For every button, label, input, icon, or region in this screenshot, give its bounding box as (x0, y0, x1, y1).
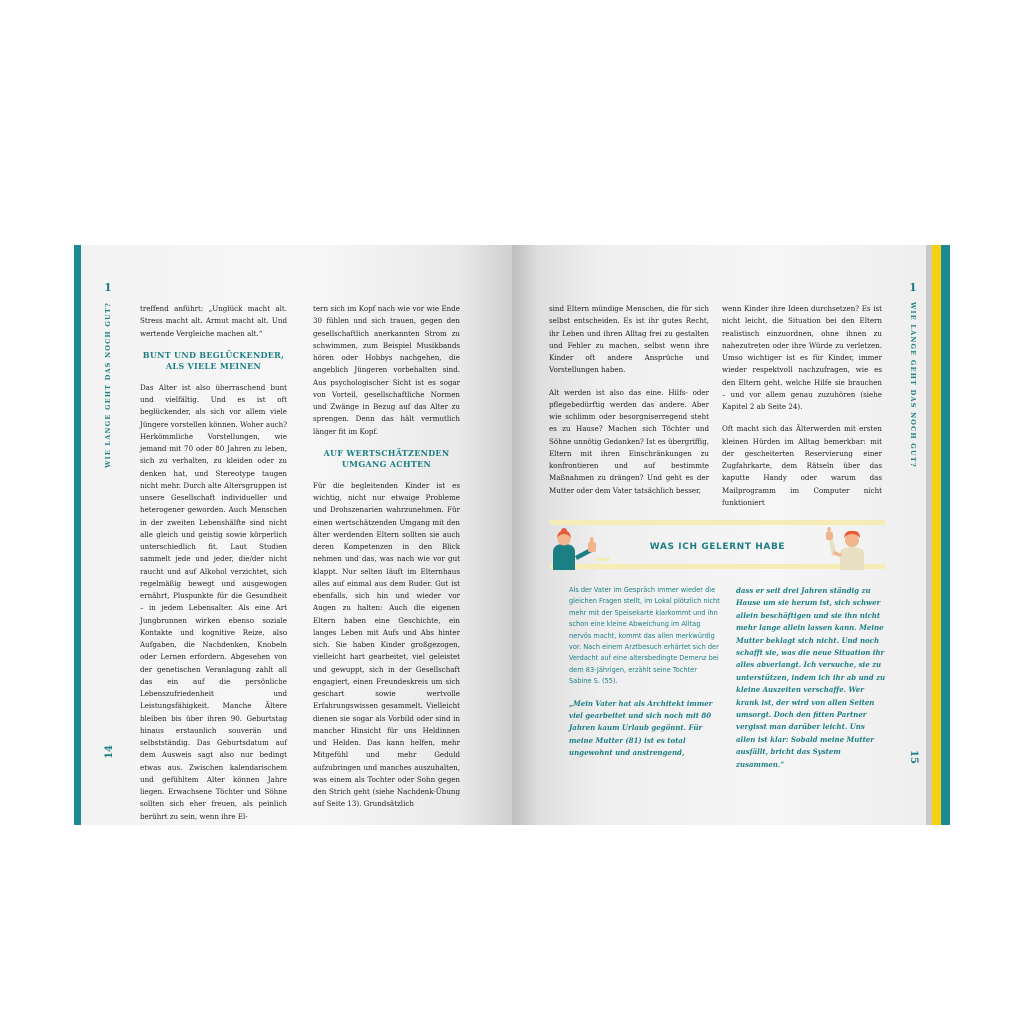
chapter-number: 1 (104, 281, 112, 294)
book-edge-right (941, 245, 950, 825)
right-column-1 (549, 303, 709, 497)
box-column-1 (569, 585, 721, 760)
left-column-1 (140, 303, 287, 823)
paragraph: Das Alter ist also überraschend bunt und vielfältig. Und es ist oft beglückender, als sich vor allem viele Jüngere vorstellen können. Woher auch? Herkömmliche Vorstellungen, wie jemand mit 70 oder 80 Jahren zu leben, sich zu verhalten, zu kleiden oder zu denken hat, und Stereotype taugen nicht mehr. Durch alte Altersgruppen ist unsere Gesellschaft individueller und heterogener geworden. Auch Menschen in der zweiten Lebenshälfte sind nicht alle gleich und geistig sowie körperlich unterschiedlich fit. Laut Studien sammelt jede und jeder, die/der nicht raucht und auf Alkohol verzichtet, sich regelmäßig bewegt und ausgewogen ernährt, Pluspunkte für die Gesundheit – in jedem Lebensalter. Als eine Art Jungbrunnen wirken ebenso soziale Kontakte und kognitive Reize, also Aufgaben, die Nachdenken, Knobeln oder Lernen erfordern. Abgesehen von der genetischen Veranlagung zahlt all das ein auf die persönliche Lebenszufriedenheit und Leistungsfähigkeit. Manche Ältere bleiben bis über ihren 90. Geburtstag hinaus erstaunlich souverän und selbstständig. Das Geburtsdatum auf dem Ausweis sagt also nur bedingt etwas aus. Zwischen kalendarischem und gefühltem Alter können Jahre liegen. Erwachsene Töchter und Söhne sollten sich eher freuen, als peinlich berührt zu sein, wenn ihre El- (140, 382, 287, 821)
running-header-left (98, 281, 118, 721)
running-header-right (903, 281, 923, 721)
box-column-2 (736, 585, 886, 771)
paragraph: Für die begleitenden Kinder ist es wichtig, nicht nur etwaige Probleme und Drohszenarien wahrzunehmen. Für einen wertschätzenden Umgang mit den älter werdenden Eltern sollten sie auch deren Kompetenzen in den Blick nehmen und das, was nach wie vor gut klappt. Nur selten läuft im Elternhaus alles auf einmal aus dem Ruder. Gut ist ebenfalls, sich hin und wieder vor Augen zu halten: Auch die eigenen Eltern haben eine Geschichte, ein langes Leben mit Aufs und Abs hinter sich. Sie haben Kinder großgezogen, vielleicht hart gearbeitet, viel geleistet und gewuppt, sich in der Gesellschaft engagiert, einen Freundeskreis um sich geschart sowie wertvolle Erfahrungswissen gesammelt. Vielleicht dienen sie sogar als Vorbild oder sind in mancher Hinsicht für uns Heldinnen und Helden. Das kann helfen, mehr Mitgefühl und mehr Geduld aufzubringen und manches auszuhalten, was einem als Tochter oder Sohn gegen den Strich geht (siehe Nachdenk-Übung auf Seite 13). Grundsätzlich (313, 480, 460, 809)
story-text: Als der Vater im Gespräch immer wieder die gleichen Fragen stellt, im Lokal plötzlich nicht mehr mit der Speisekarte klarkommt und ihn schon eine kleine Abweichung im Alltag nervös macht, kommt das allen merkwürdig vor. Nach einem Arztbesuch erhärtet sich der Verdacht auf eine altersbedingte Demenz bei dem 83-Jährigen, erzählt seine Tochter Sabine S. (55). (569, 586, 720, 686)
paragraph: Oft macht sich das Älterwerden mit ersten kleinen Hürden im Alltag bemerkbar: mit der gescheiterten Reservierung einer Zugfahrkarte, dem Rätseln über das kaputte Handy oder warum das Mailprogramm im Computer nicht funktioniert (722, 424, 882, 507)
running-title: WIE LANGE GEHT DAS NOCH GUT? (909, 302, 917, 468)
quote-text: „Mein Vater hat als Architekt immer viel gearbeitet und sich noch mit 80 Jahren kaum Urlaub gegönnt. Für meine Mutter (81) ist es total ungewohnt und anstrengend, (569, 698, 713, 758)
paragraph: sind Eltern mündige Menschen, die für sich selbst entscheiden. Es ist ihr gutes Recht, ihr Leben und ihren Alltag frei zu gestalten und Fehler zu machen, selbst wenn ihre Kinder oft andere Ansprüche und Vorstellungen haben. (549, 304, 709, 375)
right-page (512, 245, 950, 825)
page-number-right: 15 (908, 750, 919, 764)
paragraph: Alt werden ist also das eine. Hilfs- oder pflegebedürftig werden das andere. Aber wie schlimm oder besorgniserregend steht es zu Hause? Machen sich Töchter und Söhne unnötig Gedanken? Ist es übergriffig, Eltern mit ihren Einschränkungen zu konfrontieren und auf bestimmte Maßnahmen zu drängen? Und geht es der Mutter oder dem Vater tatsächlich besser, (549, 387, 709, 495)
page-number-left: 14 (104, 745, 115, 759)
chapter-number: 1 (909, 281, 917, 294)
book-edge-left (74, 245, 81, 825)
running-title: WIE LANGE GEHT DAS NOCH GUT? (104, 302, 112, 468)
book-edge-yellow (932, 245, 941, 825)
box-title: WAS ICH GELERNT HABE (649, 542, 786, 552)
man-thumbs-up-illustration (820, 522, 884, 572)
right-column-2 (722, 303, 882, 509)
left-column-2 (313, 303, 460, 811)
paragraph: wenn Kinder ihre Ideen durchsetzen? Es ist nicht leicht, die Situation bei den Eltern realistisch einzuordnen, ohne ihnen zu nahezutreten oder ihre Würde zu verletzen. Umso wichtiger ist es für Kinder, immer wieder respektvoll nachzufragen, wie es den Eltern geht, welche Hilfe sie brauchen – und vor allem genau zuzuhören (siehe Kapitel 2 ab Seite 24). (722, 304, 882, 411)
section-heading: AUF WERTSCHÄTZENDEN UMGANG ACHTEN (323, 447, 450, 469)
section-heading: BUNT UND BEGLÜCKENDER, ALS VIELE MEINEN (142, 349, 285, 371)
open-book (74, 245, 950, 825)
quote-text: dass er seit drei Jahren ständig zu Hause um sie herum ist, sich schwer allein beschäftigen und sie ihn nicht mehr lange allein lassen kann. Meine Mutter beklagt sich nicht. Und noch schafft sie, was die neue Situation ihr alles abverlangt. Ich versuche, sie zu unterstützen, indem ich ihr ab und zu kleine Auszeiten verschaffe. Wer krank ist, der wird von allen Seiten umsorgt. Doch den fitten Partner vergisst man darüber leicht. Uns allen ist klar: Sobald meine Mutter ausfällt, bricht das System zusammen.“ (736, 586, 886, 769)
paragraph: treffend anführt: „Unglück macht alt. Stress macht alt. Armut macht alt. Und wertende Vergleiche machen alt.“ (140, 304, 287, 338)
paragraph: tern sich im Kopf nach wie vor wie Ende 30 fühlen und sich trauen, gegen den gesellschaftlich anerkannten Strom zu schwimmen, zum Beispiel Musikbands hören oder Hobbys nachgehen, die angeblich Jüngeren vorbehalten sind. Aus psychologischer Sicht ist es sogar von Vorteil, gesellschaftliche Normen und Zwänge in Bezug auf das Alter zu sprengen. Denn das hält vermutlich länger fit im Kopf. (313, 304, 460, 436)
left-page (74, 245, 512, 825)
lessons-learned-box (550, 520, 885, 780)
